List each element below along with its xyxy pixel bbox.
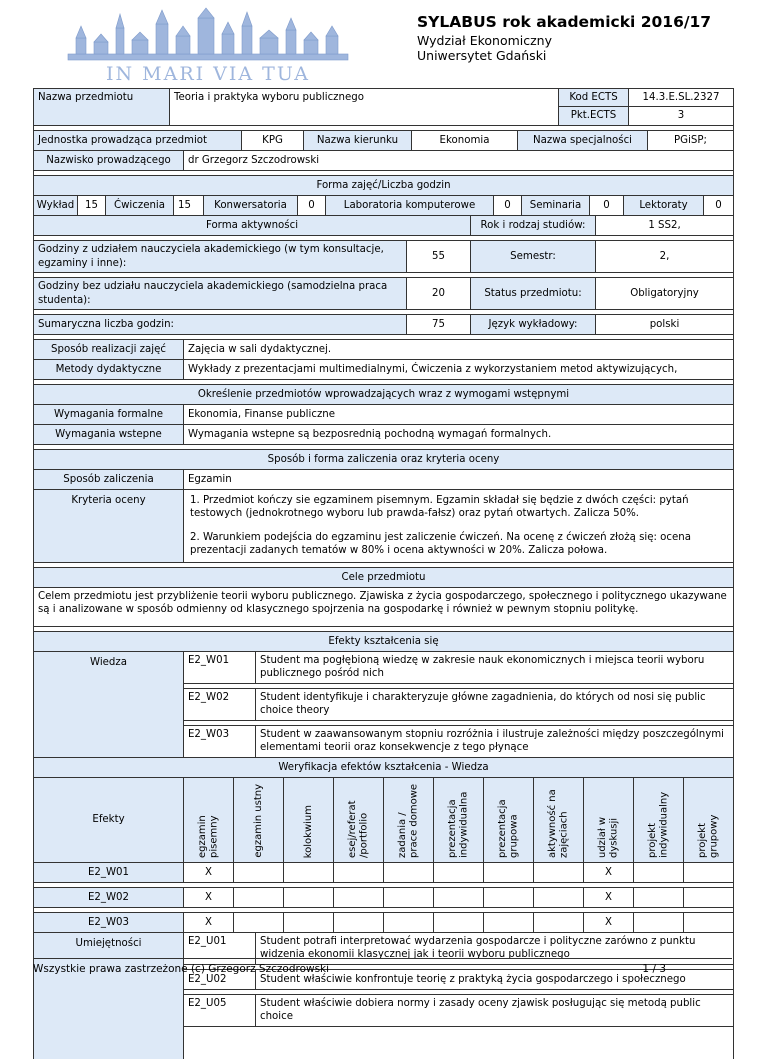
ects-code-label: Kod ECTS bbox=[559, 89, 629, 106]
copyright-text: Wszystkie prawa zastrzeżone (c) Grzegorz Szczodrowski bbox=[33, 963, 330, 975]
method-label: esej/referat /portfolio bbox=[347, 800, 370, 858]
verification-mark bbox=[484, 913, 534, 932]
verification-mark: X bbox=[584, 913, 634, 932]
assessment-mode-label: Sposób zaliczenia bbox=[34, 470, 184, 489]
unit-value: KPG bbox=[242, 131, 304, 150]
class-label-laboratoria: Laboratoria komputerowe bbox=[326, 196, 494, 215]
verification-row bbox=[34, 863, 733, 883]
activity-hours: 20 bbox=[407, 278, 471, 309]
outcome-code: E2_W02 bbox=[184, 689, 256, 720]
verification-mark bbox=[234, 863, 284, 882]
activity-key: Semestr: bbox=[471, 241, 596, 272]
outcome-code: E2_U01 bbox=[184, 933, 256, 964]
method-label: projekt grupowy bbox=[697, 814, 720, 858]
knowledge-row bbox=[184, 726, 733, 757]
method-label: egzamin pisemny bbox=[197, 815, 220, 858]
class-label-seminaria: Seminaria bbox=[522, 196, 590, 215]
realization-label: Sposób realizacji zajęć bbox=[34, 340, 184, 359]
method-label: projekt indywidualny bbox=[647, 791, 670, 858]
method-label: zadania / prace domowe bbox=[397, 783, 420, 858]
course-name-value: Teoria i praktyka wyboru publicznego bbox=[170, 89, 559, 125]
method-label: prezentacja indywidualna bbox=[447, 791, 470, 858]
verification-mark bbox=[434, 888, 484, 907]
outcomes-heading: Efekty kształcenia się bbox=[34, 632, 733, 651]
knowledge-block bbox=[34, 652, 733, 758]
activity-form-label: Forma aktywności bbox=[34, 216, 471, 235]
knowledge-row bbox=[184, 652, 733, 684]
field-label: Nazwa kierunku bbox=[304, 131, 412, 150]
verification-code: E2_W01 bbox=[34, 863, 184, 882]
verification-code: E2_W03 bbox=[34, 913, 184, 932]
study-year-value: 1 SS2, bbox=[648, 219, 681, 231]
formal-req-label: Wymagania formalne bbox=[34, 405, 184, 424]
field-value: Ekonomia bbox=[412, 131, 518, 150]
class-value-konwersatoria: 0 bbox=[298, 196, 326, 215]
verification-mark bbox=[284, 888, 334, 907]
entry-req-label: Wymagania wstepne bbox=[34, 425, 184, 444]
class-label-wyklad: Wykład bbox=[34, 196, 78, 215]
verification-mark bbox=[534, 888, 584, 907]
entry-req-row bbox=[34, 425, 733, 445]
activity-row bbox=[34, 241, 733, 273]
verification-mark bbox=[284, 863, 334, 882]
syllabus-title: SYLABUS rok akademicki 2016/17 bbox=[417, 13, 712, 31]
verification-mark bbox=[634, 913, 684, 932]
method-label: egzamin ustny bbox=[252, 784, 264, 858]
activity-key: Język wykładowy: bbox=[471, 315, 596, 334]
university-logo bbox=[58, 6, 358, 86]
verification-mark bbox=[634, 863, 684, 882]
university-name: Uniwersytet Gdański bbox=[417, 48, 547, 63]
knowledge-row bbox=[184, 689, 733, 721]
verification-mark bbox=[234, 913, 284, 932]
method-label: prezentacja grupowa bbox=[497, 799, 520, 858]
verification-mark bbox=[384, 913, 434, 932]
activity-key: Status przedmiotu: bbox=[471, 278, 596, 309]
verification-mark: X bbox=[184, 888, 234, 907]
verification-row-label: Efekty bbox=[34, 778, 184, 862]
verification-mark: X bbox=[184, 863, 234, 882]
goals-heading: Cele przedmiotu bbox=[34, 568, 733, 587]
prereq-heading: Określenie przedmiotów wprowadzających wraz z wymogami wstępnymi bbox=[34, 385, 733, 404]
activity-label: Sumaryczna liczba godzin: bbox=[34, 315, 407, 334]
formal-req-row bbox=[34, 405, 733, 425]
knowledge-label: Wiedza bbox=[34, 652, 184, 757]
verification-mark bbox=[534, 863, 584, 882]
activity-value: 2, bbox=[659, 250, 670, 262]
verification-mark bbox=[384, 863, 434, 882]
method-label: kolokwium bbox=[302, 804, 314, 858]
verification-mark bbox=[484, 863, 534, 882]
outcome-text: Student ma pogłębioną wiedzę w zakresie nauk ekonomicznych i miejsca teorii wyboru publicznego pośród nich bbox=[260, 655, 705, 680]
realization-row bbox=[34, 340, 733, 360]
activity-value: polski bbox=[649, 318, 680, 330]
methods-value: Wykłady z prezentacjami multimedialnymi, Ćwiczenia z wykorzystaniem metod aktywizujących, bbox=[188, 363, 678, 375]
study-year-label: Rok i rodzaj studiów: bbox=[471, 216, 596, 235]
outcome-text: Student identyfikuje i charakteryzuje główne zagadnienia, do których od nosi się public choice theory bbox=[260, 692, 706, 717]
classes-row bbox=[34, 196, 733, 216]
activity-row bbox=[34, 315, 733, 335]
activity-row bbox=[34, 278, 733, 310]
outcome-code: E2_W01 bbox=[184, 652, 256, 683]
outcome-text: Student właściwie dobiera normy i zasady oceny zjawisk posługując się metodą public choice bbox=[260, 998, 701, 1023]
verification-row bbox=[34, 913, 733, 933]
outcome-code: E2_W03 bbox=[184, 726, 256, 757]
verification-mark bbox=[334, 888, 384, 907]
lecturer-label: Nazwisko prowadzącego bbox=[34, 151, 184, 170]
verification-heading: Weryfikacja efektów kształcenia - Wiedza bbox=[34, 758, 733, 777]
criteria-item: 1. Przedmiot kończy sie egzaminem pisemnym. Egzamin składał się będzie z dwóch części: pytań testowych (jednokrotnego wyboru lub prawda-fałsz) oraz pytań otwartych. Zalicza 50%. bbox=[190, 495, 689, 520]
class-label-lektoraty: Lektoraty bbox=[624, 196, 704, 215]
entry-req-value: Wymagania wstepne są bezposrednią pochodną wymagań formalnych. bbox=[188, 428, 552, 440]
realization-value: Zajęcia w sali dydaktycznej. bbox=[188, 343, 332, 355]
verification-mark bbox=[484, 888, 534, 907]
assessment-mode-value: Egzamin bbox=[188, 473, 232, 485]
verification-row bbox=[34, 888, 733, 908]
activity-hours: 55 bbox=[407, 241, 471, 272]
outcome-code: E2_U05 bbox=[184, 995, 256, 1026]
verification-mark bbox=[684, 888, 733, 907]
class-value-seminaria: 0 bbox=[590, 196, 624, 215]
unit-row bbox=[34, 131, 733, 151]
method-label: aktywność na zajęciach bbox=[547, 789, 570, 858]
verification-header-row bbox=[34, 778, 733, 863]
verification-mark bbox=[334, 863, 384, 882]
verification-mark bbox=[534, 913, 584, 932]
verification-mark: X bbox=[184, 913, 234, 932]
unit-label: Jednostka prowadząca przedmiot bbox=[34, 131, 242, 150]
verification-mark bbox=[434, 863, 484, 882]
course-name-row bbox=[34, 88, 733, 126]
activity-value: Obligatoryjny bbox=[630, 287, 699, 299]
specialization-value: PGiSP; bbox=[674, 134, 707, 146]
class-value-cwiczenia: 15 bbox=[174, 196, 204, 215]
ects-code-value: 14.3.E.SL.2327 bbox=[642, 91, 720, 103]
verification-mark bbox=[334, 913, 384, 932]
verification-code: E2_W02 bbox=[34, 888, 184, 907]
verification-mark: X bbox=[584, 863, 634, 882]
classes-heading: Forma zajęć/Liczba godzin bbox=[34, 176, 733, 195]
outcome-code: E2_U02 bbox=[184, 970, 256, 989]
activity-header-row bbox=[34, 216, 733, 236]
method-label: udział w dyskusji bbox=[597, 816, 620, 858]
skills-label: Umiejętności bbox=[34, 933, 184, 1059]
formal-req-value: Ekonomia, Finanse publiczne bbox=[188, 408, 336, 420]
ects-points-value: 3 bbox=[677, 110, 685, 122]
class-label-cwiczenia: Ćwiczenia bbox=[106, 196, 174, 215]
activity-label: Godziny bez udziału nauczyciela akademickiego (samodzielna praca studenta): bbox=[34, 278, 407, 309]
verification-mark bbox=[384, 888, 434, 907]
activity-hours: 75 bbox=[407, 315, 471, 334]
faculty-name: Wydział Ekonomiczny bbox=[417, 33, 553, 48]
specialization-label: Nazwa specjalności bbox=[518, 131, 648, 150]
assessment-mode-row bbox=[34, 470, 733, 490]
class-value-lektoraty: 0 bbox=[715, 199, 722, 211]
methods-label: Metody dydaktyczne bbox=[34, 360, 184, 379]
goals-text: Celem przedmiotu jest przybliżenie teorii wyboru publicznego. Zjawiska z życia gospodarczego, społecznego i politycznego ukazywane są i analizowane w sposób odmienny od klasycznego spojrzenia na gospodarkę i również w pewnym stopniu politykę. bbox=[38, 591, 727, 616]
criteria-item: 2. Warunkiem podejścia do egzaminu jest zaliczenie ćwiczeń. Na ocenę z ćwiczeń złożą się: ocena prezentacji zadanych tematów w 80% i ocena aktywności w 20%. Zalicza połowa. bbox=[190, 531, 691, 556]
syllabus-table bbox=[33, 88, 734, 1059]
course-name-label: Nazwa przedmiotu bbox=[38, 92, 134, 103]
verification-mark bbox=[634, 888, 684, 907]
ects-points-label: Pkt.ECTS bbox=[559, 107, 629, 125]
activity-label: Godziny z udziałem nauczyciela akademickiego (w tym konsultacje, egzaminy i inne): bbox=[34, 241, 407, 272]
assessment-heading: Sposób i forma zaliczenia oraz kryteria oceny bbox=[34, 450, 733, 469]
criteria-row bbox=[34, 490, 733, 563]
svg-text:IN MARI VIA TUA: IN MARI VIA TUA bbox=[105, 63, 311, 85]
page-header bbox=[0, 0, 768, 92]
class-label-konwersatoria: Konwersatoria bbox=[204, 196, 298, 215]
page-number: 1 / 3 bbox=[642, 963, 666, 975]
outcome-text: Student potrafi interpretować wydarzenia gospodarcze i polityczne zarówno z punktu widzenia ekonomii klasycznej jak i teorii wyboru publicznego bbox=[260, 936, 696, 961]
criteria-label: Kryteria oceny bbox=[34, 490, 184, 562]
verification-mark bbox=[234, 888, 284, 907]
goals-row bbox=[34, 588, 733, 627]
class-value-wyklad: 15 bbox=[78, 196, 106, 215]
outcome-text: Student właściwie konfrontuje teorię z praktyką życia gospodarczego i społecznego bbox=[260, 973, 686, 985]
verification-mark bbox=[684, 913, 733, 932]
class-value-laboratoria: 0 bbox=[494, 196, 522, 215]
page-footer bbox=[33, 958, 732, 975]
skills-block bbox=[34, 933, 733, 1059]
skills-row bbox=[184, 933, 733, 965]
verification-mark: X bbox=[584, 888, 634, 907]
lecturer-row bbox=[34, 151, 733, 171]
methods-row bbox=[34, 360, 733, 380]
verification-mark bbox=[284, 913, 334, 932]
lecturer-value: dr Grzegorz Szczodrowski bbox=[188, 154, 320, 166]
skills-row bbox=[184, 995, 733, 1027]
verification-mark bbox=[434, 913, 484, 932]
outcome-text: Student w zaawansowanym stopniu rozróżnia i ilustruje zależności między poszczególnymi elementami teorii oraz konsekwencje z tego płynące bbox=[260, 729, 724, 754]
verification-mark bbox=[684, 863, 733, 882]
